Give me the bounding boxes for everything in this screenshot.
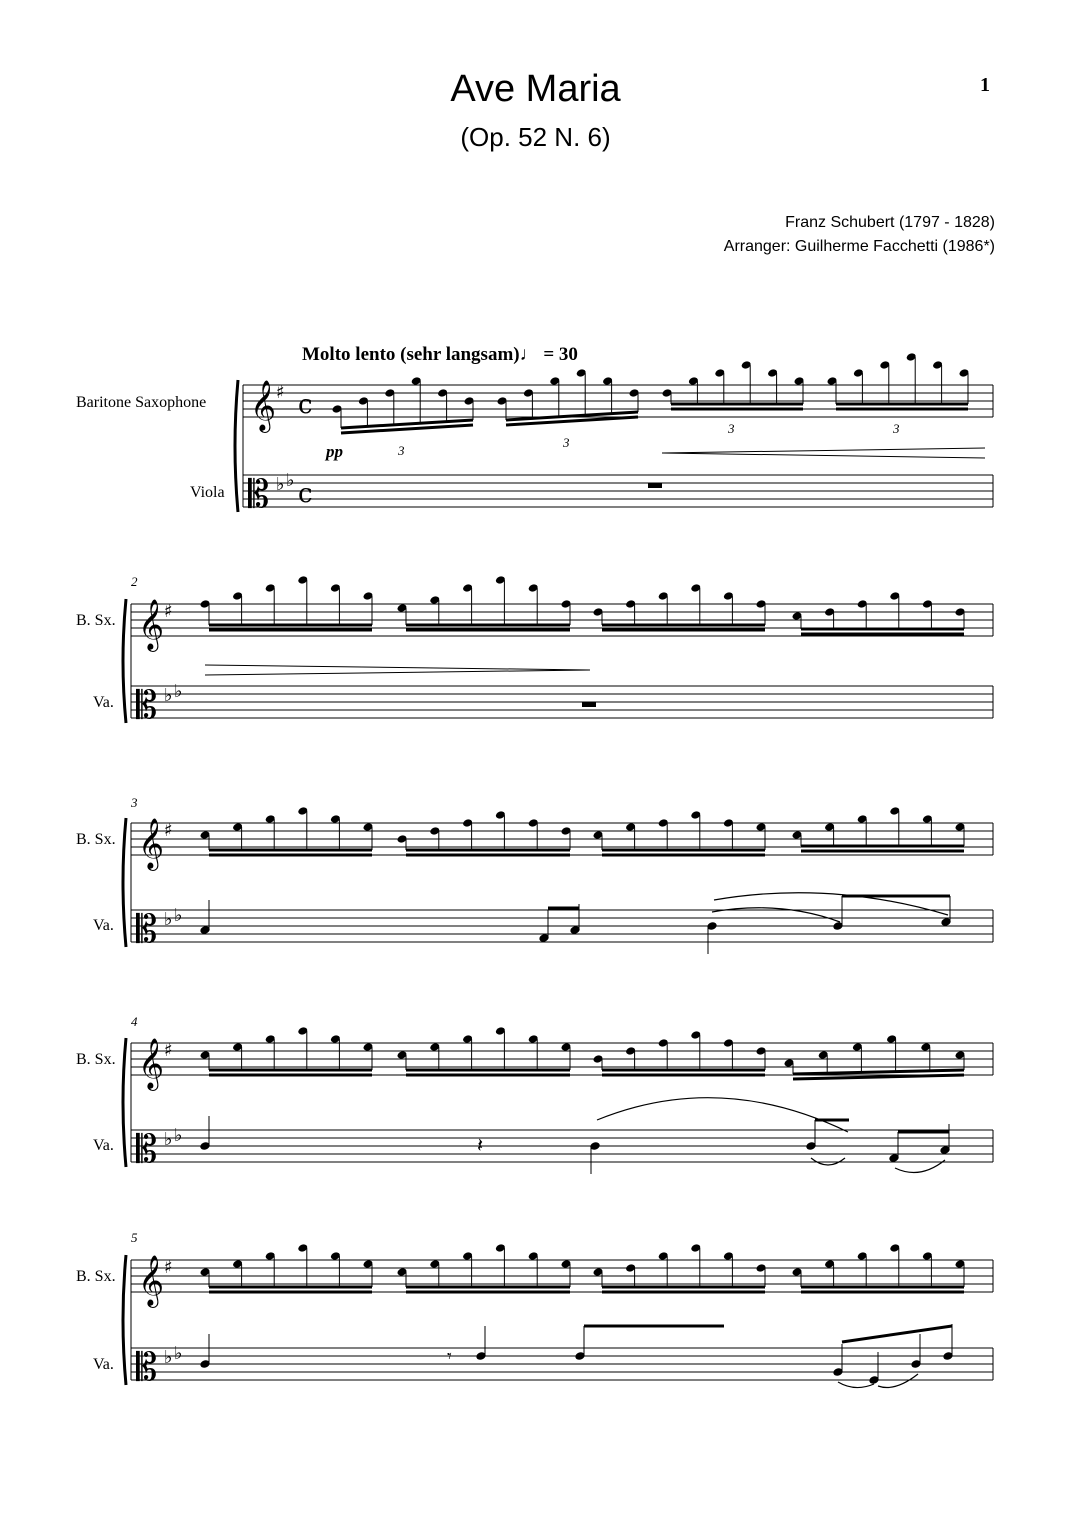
measure-number: 3 bbox=[131, 795, 138, 810]
instrument-label-upper: B. Sx. bbox=[76, 831, 116, 848]
time-signature: c bbox=[298, 479, 313, 509]
measure-number: 5 bbox=[131, 1230, 138, 1245]
instrument-label-lower: Va. bbox=[93, 694, 114, 711]
slur bbox=[838, 1382, 874, 1388]
instrument-label-upper: Baritone Saxophone bbox=[76, 394, 207, 411]
measure-number: 2 bbox=[131, 574, 138, 589]
system-4 bbox=[131, 1043, 993, 1162]
alto-clef-icon: 𝄡 bbox=[248, 472, 270, 516]
instrument-label-lower: Viola bbox=[190, 484, 225, 501]
treble-clef-icon: 𝄞 bbox=[138, 1038, 165, 1089]
quarter-rest: 𝄽 bbox=[477, 1133, 484, 1157]
svg-text:3: 3 bbox=[893, 421, 900, 436]
alto-clef-icon: 𝄡 bbox=[136, 907, 158, 951]
slur bbox=[878, 1374, 918, 1388]
hairpins bbox=[205, 448, 985, 675]
dynamic-marking: pp bbox=[326, 442, 343, 461]
beam bbox=[842, 1326, 952, 1342]
instrument-label-upper: B. Sx. bbox=[76, 612, 116, 629]
tempo-text: Molto lento (sehr langsam) bbox=[302, 344, 520, 365]
quarter-note-icon: ♩ bbox=[519, 344, 539, 365]
treble-clef-icon: 𝄞 bbox=[250, 380, 277, 431]
staff-lower bbox=[243, 475, 993, 507]
treble-clef-icon: 𝄞 bbox=[138, 599, 165, 650]
instrument-label-upper: B. Sx. bbox=[76, 1268, 116, 1285]
tuplet-numbers bbox=[397, 421, 900, 458]
slur bbox=[597, 1098, 848, 1132]
beam bbox=[793, 1075, 964, 1079]
alto-clef-icon: 𝄡 bbox=[136, 1345, 158, 1389]
system-bracket bbox=[235, 380, 238, 512]
page-subtitle: (Op. 52 N. 6) bbox=[460, 122, 611, 152]
sharp-key-icon: ♯ bbox=[276, 382, 285, 403]
notes-layer bbox=[199, 352, 969, 1387]
instrument-label-lower: Va. bbox=[93, 1356, 114, 1373]
page-title: Ave Maria bbox=[450, 68, 621, 110]
flat-key-icon: ♭ bbox=[174, 905, 183, 926]
instrument-label-lower: Va. bbox=[93, 1137, 114, 1154]
system-2 bbox=[131, 604, 993, 718]
flat-key-icon: ♭ bbox=[164, 1347, 173, 1368]
system-5 bbox=[131, 1260, 993, 1380]
svg-text:3: 3 bbox=[563, 435, 570, 450]
flat-key-icon: ♭ bbox=[164, 1129, 173, 1150]
whole-rest bbox=[648, 483, 662, 488]
system-3 bbox=[131, 823, 993, 942]
flat-key-icon: ♭ bbox=[276, 474, 285, 495]
svg-text:3: 3 bbox=[398, 443, 405, 458]
beam bbox=[793, 1070, 964, 1074]
time-signature: c bbox=[298, 390, 313, 420]
composer-credit: Franz Schubert (1797 - 1828) bbox=[785, 214, 995, 231]
arranger-credit: Arranger: Guilherme Facchetti (1986*) bbox=[723, 238, 995, 255]
instrument-label-lower: Va. bbox=[93, 917, 114, 934]
treble-clef-icon: 𝄞 bbox=[138, 1255, 165, 1306]
page-number: 1 bbox=[980, 74, 990, 96]
sharp-key-icon: ♯ bbox=[164, 601, 173, 622]
measure-number: 4 bbox=[131, 1014, 138, 1029]
eighth-rest: 𝄾 bbox=[447, 1346, 452, 1367]
whole-rest bbox=[582, 702, 596, 707]
flat-key-icon: ♭ bbox=[164, 909, 173, 930]
flat-key-icon: ♭ bbox=[286, 470, 295, 491]
sharp-key-icon: ♯ bbox=[164, 1257, 173, 1278]
tempo-mm: = 30 bbox=[543, 344, 578, 365]
instrument-label-upper: B. Sx. bbox=[76, 1051, 116, 1068]
alto-clef-icon: 𝄡 bbox=[136, 1127, 158, 1171]
sharp-key-icon: ♯ bbox=[164, 820, 173, 841]
system-1 bbox=[235, 380, 993, 512]
sharp-key-icon: ♯ bbox=[164, 1040, 173, 1061]
flat-key-icon: ♭ bbox=[174, 1343, 183, 1364]
flat-key-icon: ♭ bbox=[174, 681, 183, 702]
flat-key-icon: ♭ bbox=[164, 685, 173, 706]
alto-clef-icon: 𝄡 bbox=[136, 683, 158, 727]
treble-clef-icon: 𝄞 bbox=[138, 818, 165, 869]
svg-text:3: 3 bbox=[728, 421, 735, 436]
flat-key-icon: ♭ bbox=[174, 1125, 183, 1146]
